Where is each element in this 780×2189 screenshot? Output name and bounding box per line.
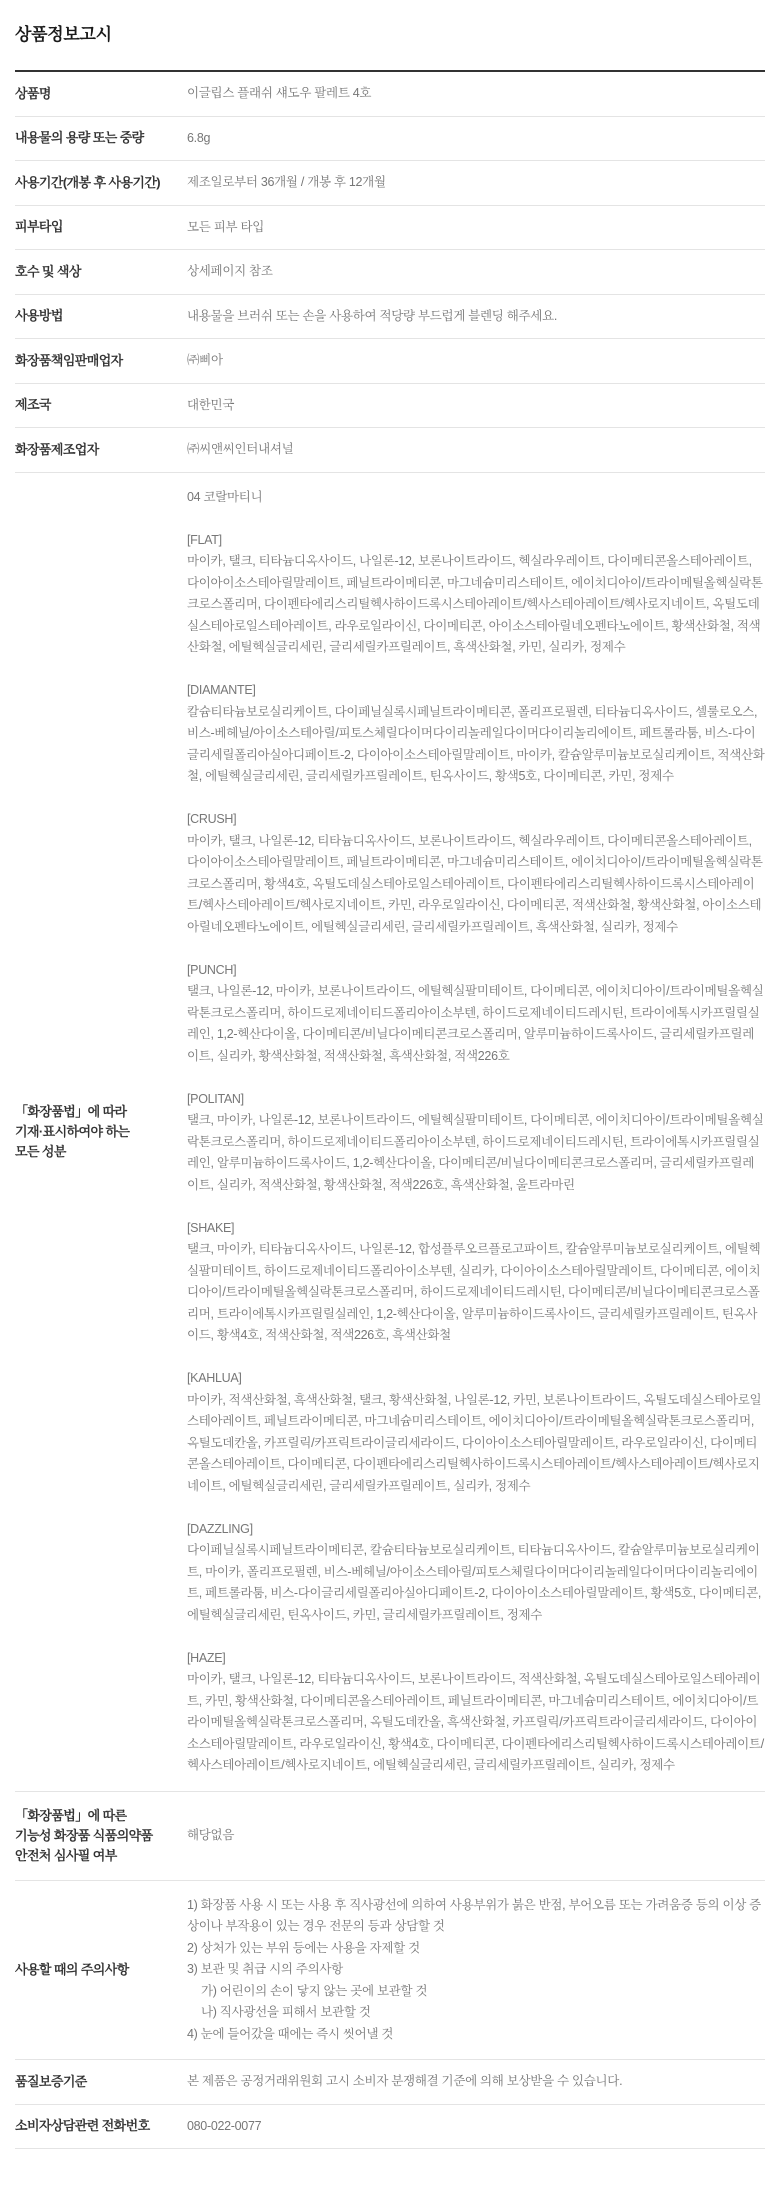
label-line: 안전처 심사필 여부 — [15, 1847, 117, 1863]
row-value: 대한민국 — [187, 397, 235, 412]
row-value: 내용물을 브러쉬 또는 손을 사용하여 적당량 부드럽게 블렌딩 해주세요. — [187, 308, 558, 323]
row-product-name — [15, 72, 765, 117]
row-label: 화장품제조업자 — [15, 441, 99, 457]
page-title: 상품정보고시 — [15, 25, 112, 44]
row-shade-color — [15, 250, 765, 295]
row-all-ingredients — [15, 473, 765, 1792]
caution-subline: 가) 어린이의 손이 닿지 않는 곳에 보관할 것 — [201, 1983, 428, 1998]
row-quality-guarantee — [15, 2060, 765, 2105]
row-label: 내용물의 용량 또는 중량 — [15, 130, 144, 146]
group-ingredients: 탤크, 마이카, 티타늄디옥사이드, 나일론-12, 합성플루오르플로고파이트, 칼슘알루미늄보로실리케이트, 에틸헥실팔미테이트, 하이드로제네이티드폴리아이소부텐, 실리카, 다이아이소스테아릴말레이트, 다이메티콘, 에이치디아이/트라이메틸올헥실락톤크로스폴리머, 하이드로제네이티드레시틴, 다이메티콘/비닐다이메티콘크로스폴리머, 트라이에톡시카프릴릴실레인, 1,2-헥산다이올, 알루미늄하이드록사이드, 글리세릴카프릴레이트, 틴옥사이드, 황색4호, 적색산화철, 적색226호, 흑색산화철 — [187, 1242, 761, 1342]
group-ingredients: 마이카, 탤크, 나일론-12, 티타늄디옥사이드, 보론나이트라이드, 헥실라우레이트, 다이메티콘올스테아레이트, 다이아이소스테아릴말레이트, 페닐트라이메티콘, 마그네슘미리스테이트, 에이치디아이/트라이메틸올헥실락톤크로스폴리머, 황색4호, 옥틸도데실스테아로일스테아레이트, 다이펜타에리스리틸헥사하이드록시스테아레이트/헥사스테아레이트/헥사로지네이트, 카민, 라우로일라이신, 다이메티콘, 적색산화철, 황색산화철, 아이소스테아릴네오펜타노에이트, 에틸헥실글리세린, 글리세릴카프릴레이트, 흑색산화철, 실리카, 정제수 — [187, 833, 763, 934]
group-ingredients: 칼슘티타늄보로실리케이트, 다이페닐실록시페닐트라이메티콘, 폴리프로필렌, 티타늄디옥사이드, 셀룰로오스, 비스-베헤닐/아이소스테아릴/피토스체릴다이머다이리놀레일다이머다이리놀리에이트, 페트롤라툼, 비스-다이글리세릴폴리아실아디페이트-2, 다이아이소스테아릴말레이트, 마이카, 칼슘알루미늄보로실리케이트, 적색산화철, 에틸헥실글리세린, 글리세릴카프릴레이트, 틴옥사이드, 황색5호, 다이메티콘, 카민, 정제수 — [187, 704, 765, 783]
ingredient-group-kahlua — [187, 1368, 765, 1497]
row-label: 화장품책임판매업자 — [15, 352, 123, 368]
group-name: [FLAT] — [187, 532, 222, 547]
caution-line: 3) 보관 및 취급 시의 주의사항 — [187, 1962, 343, 1976]
row-label: 제조국 — [15, 397, 51, 413]
row-how-to-use — [15, 295, 765, 340]
label-line: 기재·표시하여야 하는 — [15, 1123, 130, 1139]
ingredient-group-politan — [187, 1089, 765, 1197]
row-usage-period — [15, 161, 765, 206]
ingredient-group-haze — [187, 1648, 765, 1777]
row-value: 상세페이지 참조 — [187, 264, 273, 278]
row-label — [15, 1806, 187, 1866]
row-manufacturer — [15, 428, 765, 473]
caution-line: 2) 상처가 있는 부위 등에는 사용을 자제할 것 — [187, 1940, 420, 1955]
group-name: [DAZZLING] — [187, 1521, 253, 1536]
group-name: [PUNCH] — [187, 962, 237, 977]
row-value: 제조일로부터 36개월 / 개봉 후 12개월 — [187, 175, 386, 189]
label-line: 「화장품법」에 따라 — [15, 1103, 127, 1119]
shade-name: 04 코랄마티니 — [187, 489, 263, 504]
group-ingredients: 다이페닐실록시페닐트라이메티콘, 칼슘티타늄보로실리케이트, 티타늄디옥사이드, 칼슘알루미늄보로실리케이트, 마이카, 폴리프로필렌, 비스-베헤닐/아이소스테아릴/피토스체릴다이머다이리놀레일다이머다이리놀리에이트, 페트롤라툼, 비스-다이글리세릴폴리아실아디페이트-2, 다이아이소스테아릴말레이트, 황색5호, 다이메티콘, 에틸헥실글리세린, 틴옥사이드, 카민, 글리세릴카프릴레이트, 정제수 — [187, 1543, 762, 1622]
row-value: ㈜삐아 — [187, 353, 223, 367]
group-ingredients: 마이카, 탤크, 나일론-12, 티타늄디옥사이드, 보론나이트라이드, 적색산화철, 옥틸도데실스테아로일스테아레이트, 카민, 황색산화철, 다이메티콘올스테아레이트, 페닐트라이메티콘, 마그네슘미리스테이트, 에이치디아이/트라이메틸올헥실락톤크로스폴리머, 옥틸도데칸올, 흑색산화철, 카프릴릭/카프릭트라이글리세라이드, 다이아이소스테아릴말레이트, 라우로일라이신, 황색4호, 다이메티콘, 다이펜타에리스리틸헥사하이드록시스테아레이트/헥사스테아레이트/헥사로지네이트, 에틸헥실글리세린, 글리세릴카프릴레이트, 실리카, 정제수 — [187, 1672, 764, 1772]
row-label: 호수 및 색상 — [15, 263, 81, 279]
row-value: 모든 피부 타입 — [187, 219, 264, 234]
ingredient-group-punch — [187, 960, 765, 1068]
group-name: [KAHLUA] — [187, 1371, 242, 1385]
group-name: [POLITAN] — [187, 1091, 244, 1106]
ingredient-group-flat — [187, 530, 765, 659]
ingredient-group-shake — [187, 1218, 765, 1347]
row-label: 소비자상담관련 전화번호 — [15, 2118, 150, 2134]
label-line: 「화장품법」에 따른 — [15, 1807, 127, 1823]
ingredients-value — [187, 487, 765, 1777]
label-line: 모든 성분 — [15, 1143, 66, 1159]
row-label: 사용할 때의 주의사항 — [15, 1961, 129, 1977]
group-name: [HAZE] — [187, 1650, 226, 1665]
caution-value — [187, 1895, 765, 2046]
row-label: 사용기간(개봉 후 사용기간) — [15, 174, 161, 190]
caution-subline: 나) 직사광선을 피해서 보관할 것 — [201, 2005, 371, 2019]
group-ingredients: 탤크, 나일론-12, 마이카, 보론나이트라이드, 에틸헥실팔미테이트, 다이메티콘, 에이치디아이/트라이메틸올헥실락톤크로스폴리머, 하이드로제네이티드폴리아이소부텐, 하이드로제네이티드레시틴, 트라이에톡시카프릴릴실레인, 1,2-헥산다이올, 다이메티콘/비닐다이메티콘크로스폴리머, 알루미늄하이드록사이드, 글리세릴카프릴레이트, 실리카, 황색산화철, 적색산화철, 흑색산화철, 적색226호 — [187, 984, 764, 1063]
product-info-table — [15, 70, 765, 2149]
ingredient-group-diamante — [187, 680, 765, 788]
group-name: [DIAMANTE] — [187, 683, 256, 697]
group-ingredients: 마이카, 탤크, 티타늄디옥사이드, 나일론-12, 보론나이트라이드, 헥실라우레이트, 다이메티콘올스테아레이트, 다이아이소스테아릴말레이트, 페닐트라이메티콘, 마그네슘미리스테이트, 에이치디아이/트라이메틸올헥실락톤크로스폴리머, 다이펜타에리스리틸헥사하이드록시스테아레이트/헥사스테아레이트/헥사로지네이트, 옥틸도데실스테아로일스테아레이트, 라우로일라이신, 다이메티콘, 아이소스테아릴네오펜타노에이트, 황색산화철, 적색산화철, 에틸헥실글리세린, 글리세릴카프릴레이트, 흑색산화철, 카민, 실리카, 정제수 — [187, 554, 763, 654]
row-value: 6.8g — [187, 130, 211, 145]
row-skin-type — [15, 206, 765, 251]
caution-line: 1) 화장품 사용 시 또는 사용 후 직사광선에 의하여 사용부위가 붉은 반점, 부어오름 또는 가려움증 등의 이상 증상이나 부작용이 있는 경우 전문의 등과 상담할 것 — [187, 1897, 761, 1933]
row-label: 품질보증기준 — [15, 2073, 87, 2089]
row-label: 상품명 — [15, 85, 51, 101]
group-ingredients: 탤크, 마이카, 나일론-12, 보론나이트라이드, 에틸헥실팔미테이트, 다이메티콘, 에이치디아이/트라이메틸올헥실락톤크로스폴리머, 하이드로제네이티드폴리아이소부텐, 하이드로제네이티드레시틴, 트라이에톡시카프릴릴실레인, 알루미늄하이드록사이드, 1,2-헥산다이올, 다이메티콘/비닐다이메티콘크로스폴리머, 글리세릴카프릴레이트, 실리카, 적색산화철, 황색산화철, 적색226호, 흑색산화철, 울트라마린 — [187, 1113, 764, 1192]
row-consumer-phone — [15, 2105, 765, 2150]
row-responsible-seller — [15, 339, 765, 384]
row-value: 080-022-0077 — [187, 2118, 262, 2133]
group-name: [CRUSH] — [187, 812, 237, 826]
ingredient-group-dazzling — [187, 1519, 765, 1627]
row-value: ㈜씨앤씨인터내셔널 — [187, 442, 294, 456]
row-value: 이글립스 플래쉬 섀도우 팔레트 4호 — [187, 86, 372, 100]
row-functional-approval — [15, 1792, 765, 1881]
row-value: 해당없음 — [187, 1827, 235, 1842]
row-caution — [15, 1881, 765, 2061]
group-name: [SHAKE] — [187, 1220, 235, 1235]
row-country-of-origin — [15, 384, 765, 429]
caution-line: 4) 눈에 들어갔을 때에는 즉시 씻어낼 것 — [187, 2026, 394, 2041]
row-label — [15, 1102, 187, 1162]
row-volume-weight — [15, 117, 765, 162]
row-value: 본 제품은 공정거래위원회 고시 소비자 분쟁해결 기준에 의해 보상받을 수 있습니다. — [187, 2074, 623, 2088]
ingredient-group-crush — [187, 809, 765, 938]
row-label: 사용방법 — [15, 308, 63, 324]
row-label: 피부타입 — [15, 219, 63, 235]
group-ingredients: 마이카, 적색산화철, 흑색산화철, 탤크, 황색산화철, 나일론-12, 카민, 보론나이트라이드, 옥틸도데실스테아로일스테아레이트, 페닐트라이메티콘, 마그네슘미리스테이트, 에이치디아이/트라이메틸올헥실락톤크로스폴리머, 옥틸도데칸올, 카프릴릭/카프릭트라이글리세라이드, 다이아이소스테아릴말레이트, 라우로일라이신, 다이메티콘올스테아레이트, 다이메티콘, 다이펜타에리스리틸헥사하이드록시스테아레이트/헥사스테아레이트/헥사로지네이트, 에틸헥실글리세린, 글리세릴카프릴레이트, 실리카, 정제수 — [187, 1392, 762, 1493]
label-line: 기능성 화장품 식품의약품 — [15, 1827, 153, 1843]
